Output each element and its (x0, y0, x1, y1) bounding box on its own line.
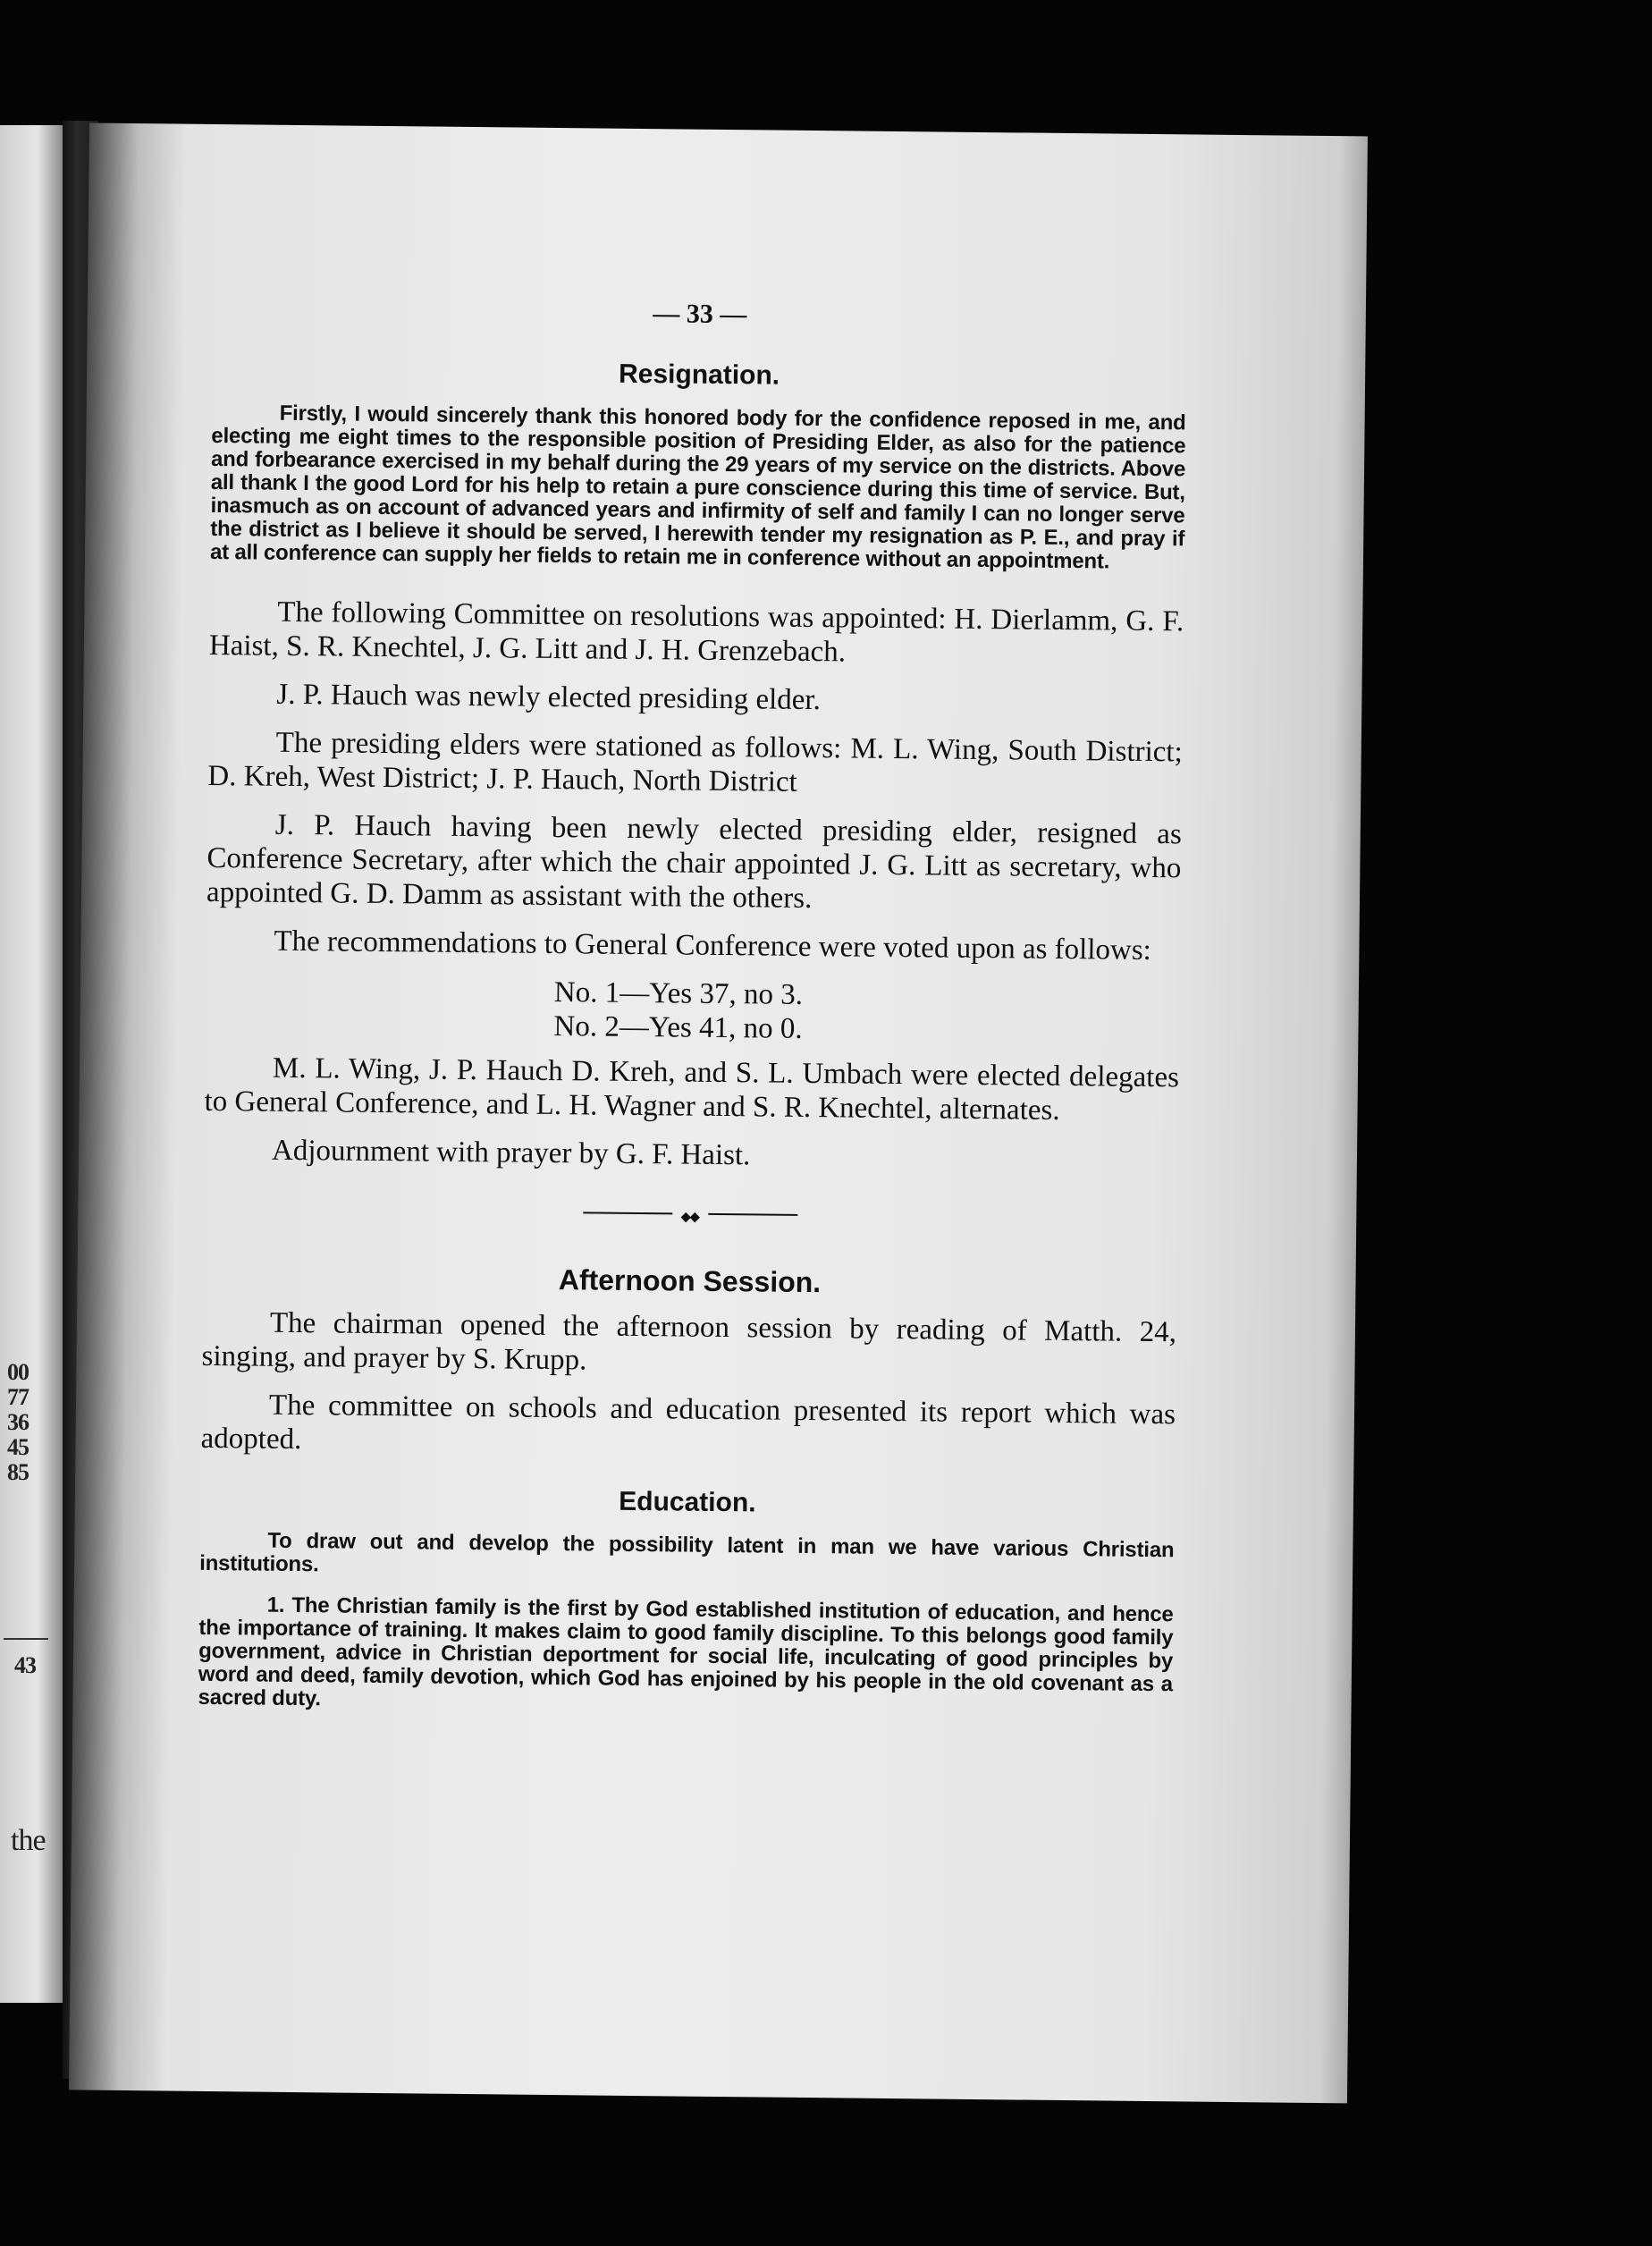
document-page (69, 123, 1368, 2104)
left-page-footer-number: 43 (14, 1652, 36, 1678)
left-page-number: 00 (7, 1359, 29, 1385)
paragraph-secretary: J. P. Hauch having been newly elected presiding elder, resigned as Conference Secretary, after which the chair appointed J. G. Litt as secretary, who appointed G. D. Damm as assistant with the others. (206, 808, 1182, 916)
left-page-number: 85 (7, 1459, 29, 1485)
ornament-line-left (583, 1212, 672, 1214)
ornament-diamond-icon (676, 1209, 704, 1218)
paragraph-recommendations: The recommendations to General Conference were voted upon as follows: (274, 925, 1152, 967)
section-heading-afternoon: Afternoon Session. (558, 1263, 822, 1299)
vote-results (553, 975, 1180, 1050)
paragraph-christian-family: 1. The Christian family is the first by God established institution of education, and hence the importance of training. It makes claim to good family discipline. To this belongs good family government, advice in Christian deportment for social life, inculcating of good principles by word and deed, family devotion, which God has enjoined by his people in the old covenant as a sacred duty. (198, 1592, 1174, 1711)
left-page-number: 77 (7, 1384, 29, 1410)
paragraph-adjournment: Adjournment with prayer by G. F. Haist. (271, 1134, 751, 1172)
left-page-edge (0, 125, 63, 2003)
vote-line: No. 2—Yes 41, no 0. (553, 1010, 803, 1045)
ornament-line-right (708, 1213, 797, 1216)
left-page-rule (4, 1638, 48, 1640)
left-page-text (4, 125, 63, 2003)
section-heading-education: Education. (619, 1486, 756, 1518)
left-page-fragment: the (11, 1824, 46, 1857)
paragraph-education-intro: To draw out and develop the possibility latent in man we have various Christian institutions. (199, 1528, 1175, 1577)
paragraph-stationed: The presiding elders were stationed as follows: M. L. Wing, South District; D. Kreh, West District; J. P. Hauch, North District (207, 726, 1183, 798)
paragraph-committee: The following Committee on resolutions was appointed: H. Dierlamm, G. F. Haist, S. R. Knechtel, J. G. Litt and J. H. Grenzebach. (208, 595, 1184, 669)
paragraph-education-report: The committee on schools and education presented its report which was adopted. (200, 1389, 1176, 1457)
section-heading-resignation: Resignation. (618, 359, 780, 391)
resignation-text: Firstly, I would sincerely thank this honored body for the confidence reposed in me, and electing me eight times to the responsible position of Presiding Elder, as also for the patience and forbearance exercised in my behalf during the 29 years of my service on the districts. Above all thank I the good Lord for his help to retain a pure conscience during this time of service. But, inasmuch as on account of advanced years and infirmity of self and family I can no longer serve the district as I believe it should be served, I herewith tender my resignation as P. E., and pray if at all conference can supply her fields to retain me in conference without an appointment. (209, 401, 1186, 574)
left-page-number: 45 (7, 1434, 29, 1460)
paragraph-delegates: M. L. Wing, J. P. Hauch D. Kreh, and S. L. Umbach were elected delegates to General Conference, and L. H. Wagner and S. R. Knechtel, alternates. (204, 1051, 1180, 1127)
page-number: — 33 — (653, 299, 747, 330)
paragraph-afternoon-opening: The chairman opened the afternoon session by reading of Matth. 24, singing, and prayer by S. Krupp. (201, 1306, 1177, 1377)
paragraph-elected: J. P. Hauch was newly elected presiding elder. (276, 678, 822, 717)
left-page-number: 36 (7, 1409, 29, 1435)
page-content (198, 294, 1187, 1750)
vote-line: No. 1—Yes 37, no 3. (553, 976, 804, 1011)
ornament-divider (203, 1204, 1177, 1223)
